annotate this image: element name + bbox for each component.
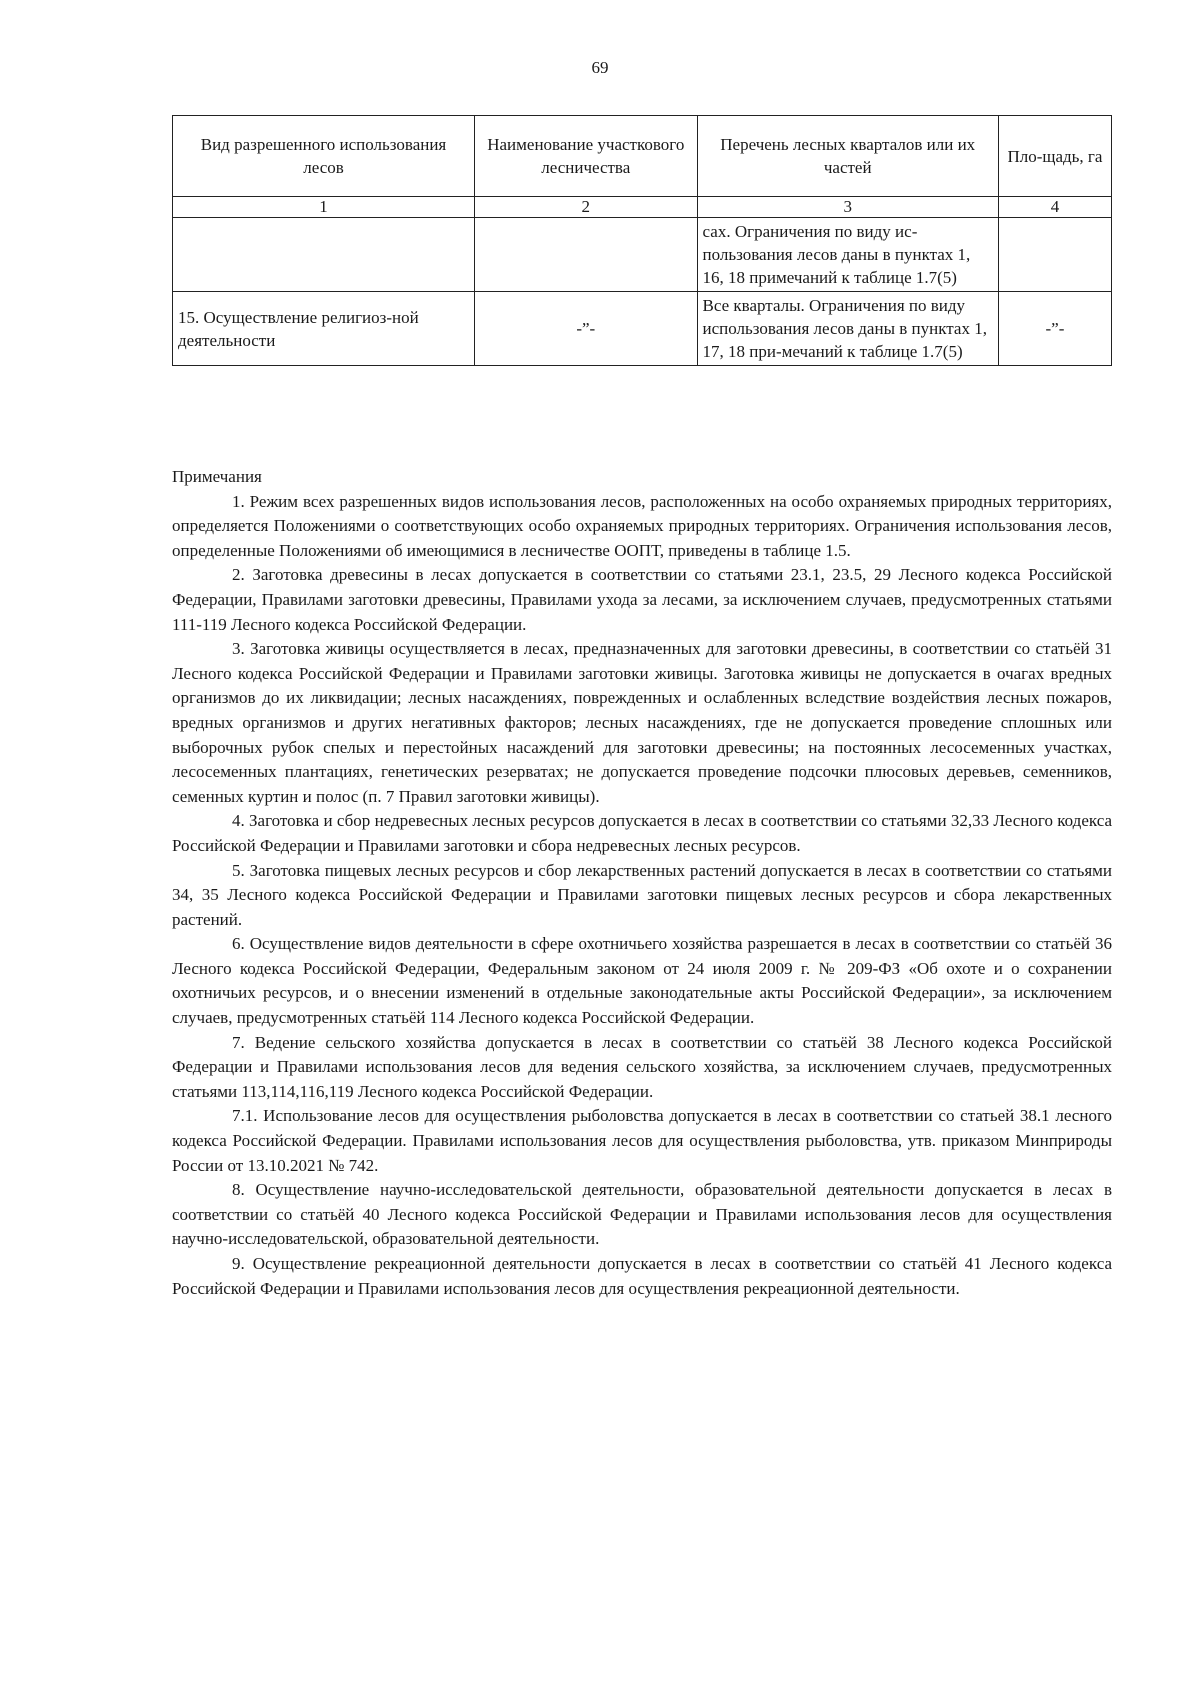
forest-use-table (172, 115, 1112, 366)
note-item: 7. Ведение сельского хозяйства допускается в лесах в соответствии со статьёй 38 Лесного кодекса Российской Федерации и Правилами использования лесов для ведения сельского хозяйства, за исключением случаев, предусмотренных статьями 113,114,116,119 Лесного кодекса Российской Федерации. (172, 1032, 1112, 1101)
cell-forestry-name: -”- (475, 292, 698, 366)
notes-section (172, 465, 1112, 1301)
column-number: 1 (173, 197, 475, 218)
header-use-type: Вид разрешенного использования лесов (173, 116, 475, 197)
note-item: 7.1. Использование лесов для осуществления рыболовства допускается в лесах в соответствии со статьей 38.1 лесного кодекса Российской Федерации. Правилами использования лесов для осуществления рыболовства, утв. приказом Минприроды России от 13.10.2021 № 742. (172, 1106, 1112, 1175)
cell-quarters-list: сах. Ограничения по виду ис-пользования лесов даны в пунктах 1, 16, 18 примечаний к таблице 1.7(5) (697, 218, 998, 292)
table-row (173, 292, 1112, 366)
note-item: 9. Осуществление рекреационной деятельности допускается в лесах в соответствии со статьёй 41 Лесного кодекса Российской Федерации и Правилами использования лесов для осуществления рекреационной деятельности. (172, 1254, 1112, 1298)
column-number: 4 (998, 197, 1111, 218)
cell-area (998, 218, 1111, 292)
cell-forestry-name (475, 218, 698, 292)
note-item: 4. Заготовка и сбор недревесных лесных ресурсов допускается в лесах в соответствии со статьями 32,33 Лесного кодекса Российской Федерации и Правилами заготовки и сбора недревесных лесных ресурсов. (172, 811, 1112, 855)
note-item: 8. Осуществление научно-исследовательской деятельности, образовательной деятельности допускается в лесах в соответствии со статьёй 40 Лесного кодекса Российской Федерации и Правилами использования лесов для осуществления научно-исследовательской, образовательной деятельности. (172, 1180, 1112, 1249)
page-number: 69 (591, 58, 609, 77)
notes-heading: Примечания (172, 467, 262, 486)
cell-use-type (173, 218, 475, 292)
note-item: 6. Осуществление видов деятельности в сфере охотничьего хозяйства разрешается в лесах в соответствии со статьёй 36 Лесного кодекса Российской Федерации, Федеральным законом от 24 июля 2009 г. № 209-ФЗ «Об охоте и о сохранении охотничьих ресурсов, и о внесении изменений в отдельные законодательные акты Российской Федерации», за исключением случаев, предусмотренных статьёй 114 Лесного кодекса Российской Федерации. (172, 934, 1112, 1028)
cell-quarters-list: Все кварталы. Ограничения по виду использования лесов даны в пунктах 1, 17, 18 при-мечаний к таблице 1.7(5) (697, 292, 998, 366)
table-column-numbers-row (173, 197, 1112, 218)
table-row (173, 218, 1112, 292)
note-item: 5. Заготовка пищевых лесных ресурсов и сбор лекарственных растений допускается в лесах в соответствии со статьями 34, 35 Лесного кодекса Российской Федерации и Правилами заготовки пищевых лесных ресурсов и сбора лекарственных растений. (172, 860, 1112, 929)
header-forestry-name: Наименование участкового лесничества (475, 116, 698, 197)
header-area: Пло-щадь, га (998, 116, 1111, 197)
header-quarters-list: Перечень лесных кварталов или их частей (697, 116, 998, 197)
note-item: 3. Заготовка живицы осуществляется в лесах, предназначенных для заготовки древесины, в соответствии со статьёй 31 Лесного кодекса Российской Федерации и Правилами заготовки живицы. Заготовка живицы не допускается в очагах вредных организмов до их ликвидации; лесных насаждениях, поврежденных и ослабленных вследствие воздействия лесных пожаров, вредных организмов и других негативных факторов; лесных насаждениях, где не допускается проведение сплошных или выборочных рубок спелых и перестойных насаждений для заготовки древесины; на постоянных лесосеменных участках, лесосеменных плантациях, генетических резерватах; не допускается проведение подсочки плюсовых деревьев, семенников, семенных куртин и полос (п. 7 Правил заготовки живицы). (172, 639, 1112, 806)
cell-use-type: 15. Осуществление религиоз-ной деятельности (173, 292, 475, 366)
note-item: 1. Режим всех разрешенных видов использования лесов, расположенных на особо охраняемых природных территориях, определяется Положениями о соответствующих особо охраняемых природных территориях. Ограничения использования лесов, определенные Положениями об имеющимися в лесничестве ООПТ, приведены в таблице 1.5. (172, 491, 1112, 560)
table-header-row (173, 116, 1112, 197)
cell-area: -”- (998, 292, 1111, 366)
column-number: 3 (697, 197, 998, 218)
column-number: 2 (475, 197, 698, 218)
note-item: 2. Заготовка древесины в лесах допускается в соответствии со статьями 23.1, 23.5, 29 Лесного кодекса Российской Федерации, Правилами заготовки древесины, Правилами ухода за лесами, за исключением случаев, предусмотренных статьями 111-119 Лесного кодекса Российской Федерации. (172, 565, 1112, 634)
